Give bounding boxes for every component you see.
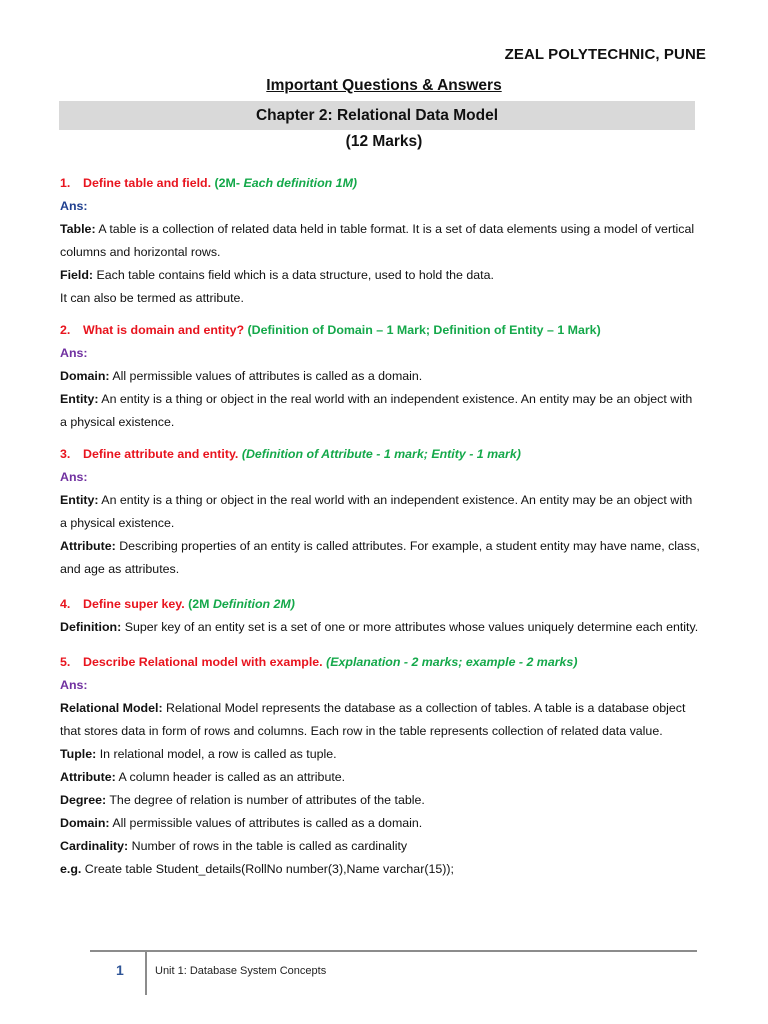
answer-item xyxy=(60,264,700,287)
page-number: 1 xyxy=(116,962,124,978)
answer-term: Attribute: xyxy=(60,539,116,553)
marks-note-prefix: (2M xyxy=(188,597,213,611)
document-title: Important Questions & Answers xyxy=(266,77,502,94)
question-number: 4. xyxy=(60,597,71,611)
answer-text: A column header is called as an attribute. xyxy=(115,770,346,784)
marks-note xyxy=(215,176,358,190)
footer-divider xyxy=(145,952,147,995)
answer-label: Ans: xyxy=(60,470,88,484)
answer-item xyxy=(60,388,700,434)
answer-text: In relational model, a row is called as tuple. xyxy=(96,747,337,761)
question-text: Define super key. xyxy=(83,597,185,611)
answer-item xyxy=(60,489,700,535)
answer-text: An entity is a thing or object in the real world with an independent existence. An entity may be an object with a physical existence. xyxy=(60,392,693,429)
answer-term: Table: xyxy=(60,222,96,236)
answer-term: Definition: xyxy=(60,620,122,634)
questions-content xyxy=(60,172,700,881)
answer-text: Each table contains field which is a data structure, used to hold the data. xyxy=(93,268,494,282)
answer-term: Domain: xyxy=(60,369,110,383)
answer-term: Relational Model: xyxy=(60,701,163,715)
answer-term: e.g. xyxy=(60,862,82,876)
question-heading xyxy=(60,172,700,195)
answer-item xyxy=(60,858,700,881)
answer-item xyxy=(60,835,700,858)
question-heading xyxy=(60,443,700,466)
marks-note xyxy=(188,597,295,611)
answer-label: Ans: xyxy=(60,346,88,360)
marks-note-prefix: (2M- xyxy=(214,176,244,190)
answer-text: Relational Model represents the database as a collection of tables. A table is a database object that stores data in form of rows and columns. Each row in the table represents collection of related data value. xyxy=(60,701,686,738)
answer-text: It can also be termed as attribute. xyxy=(60,291,244,305)
answer-text: All permissible values of attributes is called as a domain. xyxy=(109,816,423,830)
answer-term: Cardinality: xyxy=(60,839,129,853)
question-4 xyxy=(60,593,700,639)
answer-text: Describing properties of an entity is called attributes. For example, a student entity may have name, class, and age as attributes. xyxy=(60,539,700,576)
footer-rule xyxy=(90,950,697,952)
question-text: What is domain and entity? xyxy=(83,323,245,337)
answer-text: Number of rows in the table is called as cardinality xyxy=(128,839,408,853)
answer-term: Entity: xyxy=(60,493,99,507)
answer-term: Degree: xyxy=(60,793,107,807)
marks-note: (Definition of Domain – 1 Mark; Definition of Entity – 1 Mark) xyxy=(247,323,601,337)
question-text: Define attribute and entity. xyxy=(83,447,239,461)
chapter-marks: (12 Marks) xyxy=(345,133,423,150)
answer-text: Create table Student_details(RollNo number(3),Name varchar(15)); xyxy=(81,862,454,876)
answer-text: A table is a collection of related data held in table format. It is a set of data elements using a model of vertical columns and horizontal rows. xyxy=(60,222,695,259)
answer-text: Super key of an entity set is a set of one or more attributes whose values uniquely determine each entity. xyxy=(121,620,699,634)
marks-note xyxy=(242,447,521,461)
answer-item xyxy=(60,743,700,766)
marks-note xyxy=(326,655,577,669)
answer-item xyxy=(60,812,700,835)
question-number: 1. xyxy=(60,176,71,190)
question-heading xyxy=(60,651,700,674)
answer-term: Domain: xyxy=(60,816,110,830)
answer-item xyxy=(60,789,700,812)
answer-label: Ans: xyxy=(60,199,88,213)
question-heading xyxy=(60,593,700,616)
answer-item xyxy=(60,766,700,789)
question-5 xyxy=(60,651,700,881)
answer-term: Field: xyxy=(60,268,94,282)
chapter-heading xyxy=(59,101,695,130)
question-heading xyxy=(60,319,700,342)
question-number: 3. xyxy=(60,447,71,461)
marks-note-italic: Each definition 1M) xyxy=(243,176,358,190)
answer-label: Ans: xyxy=(60,678,88,692)
answer-text: All permissible values of attributes is called as a domain. xyxy=(109,369,423,383)
answer-text: The degree of relation is number of attributes of the table. xyxy=(106,793,425,807)
answer-item xyxy=(60,365,700,388)
question-1 xyxy=(60,172,700,310)
answer-text: An entity is a thing or object in the real world with an independent existence. An entity may be an object with a physical existence. xyxy=(60,493,693,530)
marks-note-italic: Definition 2M) xyxy=(212,597,295,611)
question-3 xyxy=(60,443,700,581)
marks-note-italic: (Definition of Attribute - 1 mark; Entity - 1 mark) xyxy=(241,447,521,461)
answer-term: Tuple: xyxy=(60,747,97,761)
answer-item xyxy=(60,616,700,639)
chapter-title: Chapter 2: Relational Data Model xyxy=(255,106,498,124)
answer-item xyxy=(60,535,700,581)
footer-unit-text: Unit 1: Database System Concepts xyxy=(155,965,327,977)
marks-note-italic: (Explanation - 2 marks; example - 2 marks) xyxy=(326,655,578,669)
answer-item xyxy=(60,697,700,743)
answer-term: Entity: xyxy=(60,392,99,406)
answer-term: Attribute: xyxy=(60,770,116,784)
question-text: Define table and field. xyxy=(83,176,212,190)
question-number: 5. xyxy=(60,655,71,669)
question-2 xyxy=(60,319,700,434)
answer-item xyxy=(60,287,700,310)
question-text: Describe Relational model with example. xyxy=(83,655,323,669)
answer-item xyxy=(60,218,700,264)
institute-name: ZEAL POLYTECHNIC, PUNE xyxy=(504,46,706,63)
question-number: 2. xyxy=(60,323,71,337)
